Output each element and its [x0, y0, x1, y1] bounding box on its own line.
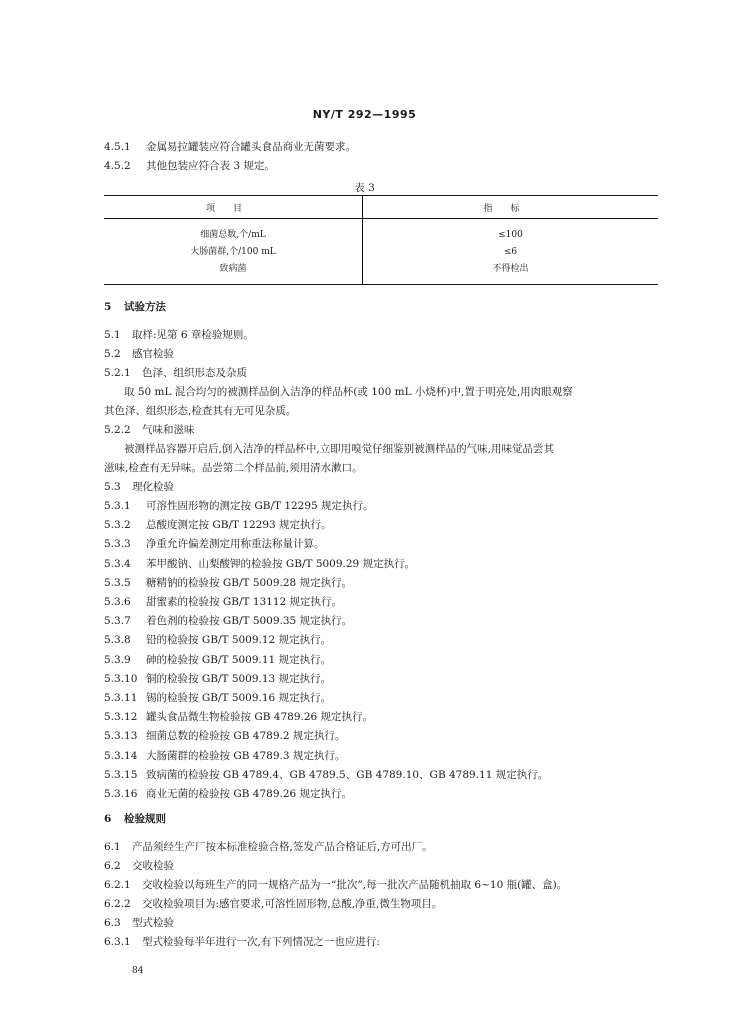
clause-text: 细菌总数的检验按 GB 4789.2 规定执行。 [146, 730, 346, 743]
clause-number: 5.1 [104, 329, 121, 341]
column-header-item: 项目 [104, 196, 363, 219]
clause-number: 5.3.14 [104, 749, 138, 762]
list-item [104, 576, 352, 590]
table-row [104, 244, 658, 261]
list-item [104, 537, 325, 551]
section-title: 试验方法 [124, 301, 166, 313]
clause-text: 型式检验每半年进行一次,有下列情况之一也应进行: [142, 936, 380, 948]
clause-number: 5.3.10 [104, 672, 138, 685]
clause-text: 交收检验 [132, 860, 174, 872]
section-number: 6 [104, 813, 112, 825]
clause-number: 5.3.3 [104, 538, 131, 551]
section-number: 5 [104, 301, 112, 313]
clause-5-2-1 [104, 366, 247, 380]
list-item [104, 787, 352, 801]
clause-text: 甜蜜素的检验按 GB/T 13112 规定执行。 [146, 596, 343, 608]
column-header-index: 指标 [363, 196, 659, 219]
standard-header: NY/T 292—1995 [312, 108, 417, 121]
table-cell-item: 大肠菌群,个/100 mL [104, 244, 363, 261]
clause-text: 取样:见第 6 章检验规则。 [132, 329, 254, 341]
clause-6-1 [104, 840, 433, 854]
clause-number: 5.3.8 [104, 634, 131, 647]
table-row [104, 219, 658, 245]
clause-text: 交收检验以每班生产的同一规格产品为一“批次”,每一批次产品随机抽取 6~10 瓶(罐、盒)。 [142, 879, 568, 891]
section-5-heading [104, 300, 166, 314]
clause-6-2 [104, 859, 174, 873]
clause-number: 5.3.1 [104, 500, 131, 512]
clause-text: 理化检验 [132, 481, 174, 493]
clause-number: 6.3 [104, 917, 121, 929]
table-row [104, 261, 658, 285]
table-cell-item: 致病菌 [104, 261, 363, 285]
paragraph-line: 被测样品容器开启后,倒入洁净的样品杯中,立即用嗅觉仔细鉴别被测样品的气味,用味觉品尝其 [124, 443, 555, 455]
clause-text: 可溶性固形物的测定按 GB/T 12295 规定执行。 [146, 500, 374, 512]
table-cell-value: ≤100 [498, 230, 523, 240]
clause-number: 6.2.2 [104, 898, 131, 910]
section-title: 检验规则 [124, 813, 166, 825]
paragraph-line: 其色泽、组织形态,检查其有无可见杂质。 [104, 405, 297, 417]
section-6-heading [104, 812, 166, 826]
table-cell-value: ≤6 [503, 247, 518, 257]
clause-5-2 [104, 347, 174, 361]
clause-text: 产品须经生产厂按本标准检验合格,签发产品合格证后,方可出厂。 [132, 841, 433, 853]
clause-text: 砷的检验按 GB/T 5009.11 规定执行。 [146, 653, 332, 666]
clause-number: 5.3.16 [104, 788, 138, 800]
clause-6-2-2 [104, 897, 442, 911]
list-item [104, 768, 548, 782]
clause-number: 5.3 [104, 481, 121, 493]
paragraph-line: 取 50 mL 混合均匀的被测样品倒入洁净的样品杯(或 100 mL 小烧杯)中,置于明亮处,用肉眼观察 [124, 386, 573, 398]
clause-text: 气味和滋味 [142, 424, 195, 436]
clause-number: 5.3.11 [104, 692, 138, 704]
clause-6-2-1 [104, 878, 567, 892]
table-cell-value: 不得检出 [363, 261, 659, 285]
clause-number: 5.3.15 [104, 768, 138, 781]
clause-number: 5.3.4 [104, 557, 131, 570]
clause-text: 色泽、组织形态及杂质 [142, 367, 247, 379]
page-number: 84 [132, 966, 144, 976]
table-3 [104, 195, 658, 285]
clause-number: 6.3.1 [104, 936, 131, 948]
clause-text: 铅的检验按 GB/T 5009.12 规定执行。 [146, 634, 332, 647]
clause-number: 6.2.1 [104, 879, 131, 891]
clause-text: 锡的检验按 GB/T 5009.16 规定执行。 [146, 692, 332, 704]
clause-text: 罐头食品微生物检验按 GB 4789.26 规定执行。 [146, 711, 374, 724]
paragraph-line: 滋味,检查有无异味。品尝第二个样品前,须用清水漱口。 [104, 462, 363, 474]
clause-number: 4.5.2 [104, 160, 131, 172]
table-cell-item: 细菌总数,个/mL [104, 219, 363, 245]
clause-number: 5.2.1 [104, 367, 131, 379]
clause-6-3 [104, 916, 174, 930]
list-item [104, 499, 374, 513]
list-item [104, 729, 345, 743]
clause-4-5-2 [104, 159, 275, 173]
clause-text: 金属易拉罐装应符合罐头食品商业无菌要求。 [146, 141, 356, 153]
clause-5-2-2 [104, 423, 195, 437]
table-header-row [104, 196, 658, 219]
clause-4-5-1 [104, 140, 356, 154]
clause-number: 5.2.2 [104, 424, 131, 436]
clause-text: 净重允许偏差测定用称重法称量计算。 [146, 538, 325, 551]
clause-number: 5.3.2 [104, 519, 131, 532]
clause-text: 苯甲酸钠、山梨酸钾的检验按 GB/T 5009.29 规定执行。 [146, 557, 416, 570]
clause-number: 5.3.12 [104, 711, 138, 724]
list-item [104, 710, 373, 724]
clause-text: 糖精钠的检验按 GB/T 5009.28 规定执行。 [146, 576, 353, 589]
clause-text: 交收检验项目为:感官要求,可溶性固形物,总酸,净重,微生物项目。 [142, 898, 443, 910]
clause-6-3-1 [104, 935, 380, 949]
clause-text: 型式检验 [132, 917, 174, 929]
clause-5-3 [104, 480, 174, 494]
list-item [104, 633, 331, 647]
table-caption: 表 3 [354, 182, 375, 194]
clause-text: 着色剂的检验按 GB/T 5009.35 规定执行。 [146, 615, 353, 628]
clause-number: 5.3.6 [104, 596, 131, 608]
clause-text: 致病菌的检验按 GB 4789.4、GB 4789.5、GB 4789.10、GB 4789.11 规定执行。 [146, 768, 549, 781]
clause-number: 5.3.5 [104, 576, 131, 589]
clause-number: 5.3.7 [104, 615, 131, 628]
list-item [104, 691, 331, 705]
clause-number: 5.3.9 [104, 653, 131, 666]
clause-number: 6.2 [104, 860, 121, 872]
clause-text: 总酸度测定按 GB/T 12293 规定执行。 [146, 519, 332, 532]
list-item [104, 595, 342, 609]
list-item [104, 518, 332, 532]
clause-number: 5.2 [104, 348, 121, 360]
clause-5-1 [104, 328, 254, 342]
clause-text: 大肠菌群的检验按 GB 4789.3 规定执行。 [146, 749, 346, 762]
list-item [104, 749, 345, 763]
clause-text: 铜的检验按 GB/T 5009.13 规定执行。 [146, 672, 332, 685]
clause-text: 商业无菌的检验按 GB 4789.26 规定执行。 [146, 788, 353, 800]
list-item [104, 557, 415, 571]
clause-number: 6.1 [104, 841, 121, 853]
clause-text: 其他包装应符合表 3 规定。 [146, 160, 275, 172]
list-item [104, 653, 331, 667]
list-item [104, 614, 352, 628]
list-item [104, 672, 331, 686]
clause-text: 感官检验 [132, 348, 174, 360]
clause-number: 4.5.1 [104, 141, 131, 153]
clause-number: 5.3.13 [104, 730, 138, 743]
